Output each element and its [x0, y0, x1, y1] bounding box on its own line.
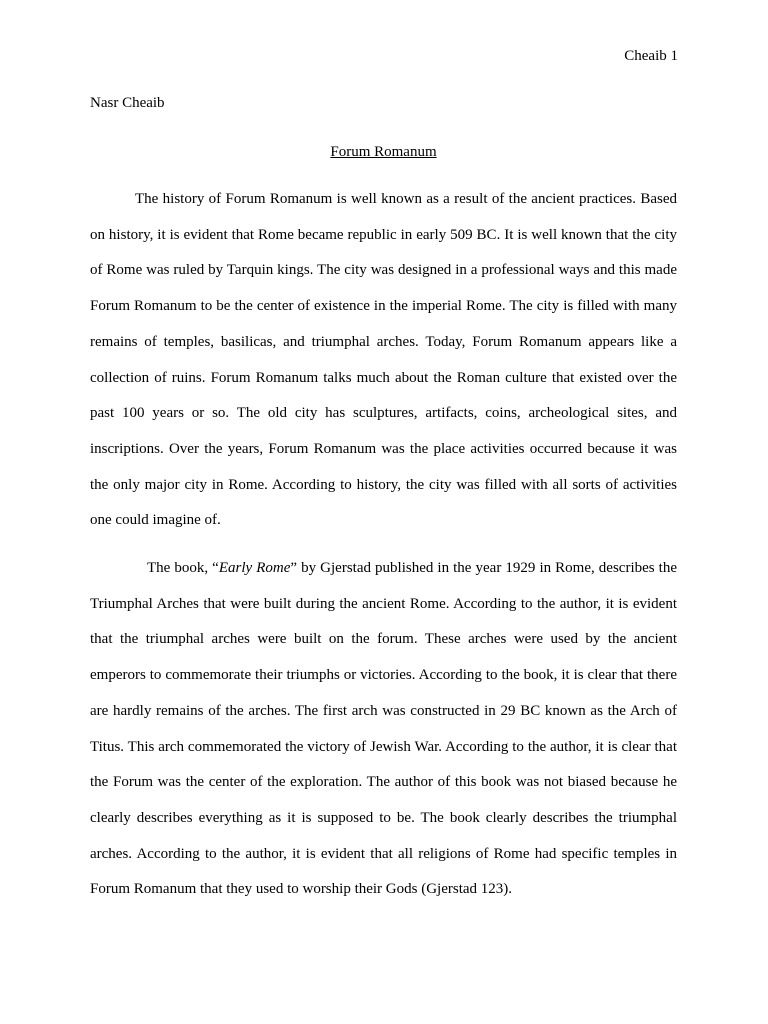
document-title: Forum Romanum — [330, 144, 437, 160]
author-name: Nasr Cheaib — [90, 95, 165, 111]
paragraph-2-body: ” by Gjerstad published in the year 1929 in Rome, describes the Triumphal Arches that were built during the ancient Rome. According to the author, it is evident that the triumphal arches were built on the forum. These arches were used by the ancient emperors to commemorate their triumphs or victories. According to the book, it is clear that there are hardly remains of the arches. The first arch was constructed in 29 BC known as the Arch of Titus. This arch commemorated the victory of Jewish War. According to the author, it is clear that the Forum was the center of the exploration. The author of this book was not biased because he clearly describes everything as it is supposed to be. The book clearly describes the triumphal arches. According to the author, it is evident that all religions of Rome had specific temples in Forum Romanum that they used to worship their Gods (Gjerstad 123). — [90, 560, 677, 898]
paragraph-1 — [90, 182, 677, 539]
paragraph-2-text — [90, 551, 677, 908]
paragraph-2-lead-in: The book, “ — [147, 560, 219, 576]
paragraph-2 — [90, 551, 677, 908]
paragraph-1-text: The history of Forum Romanum is well known as a result of the ancient practices. Based on history, it is evident that Rome became republic in early 509 BC. It is well known that the city of Rome was ruled by Tarquin kings. The city was designed in a professional ways and this made Forum Romanum to be the center of existence in the imperial Rome. The city is filled with many remains of temples, basilicas, and triumphal arches. Today, Forum Romanum appears like a collection of ruins. Forum Romanum talks much about the Roman culture that existed over the past 100 years or so. The old city has sculptures, artifacts, coins, archeological sites, and inscriptions. Over the years, Forum Romanum was the place activities occurred because it was the only major city in Rome. According to history, the city was filled with all sorts of activities one could imagine of. — [90, 191, 677, 529]
book-title: Early Rome — [218, 560, 291, 576]
running-head: Cheaib 1 — [624, 48, 678, 64]
